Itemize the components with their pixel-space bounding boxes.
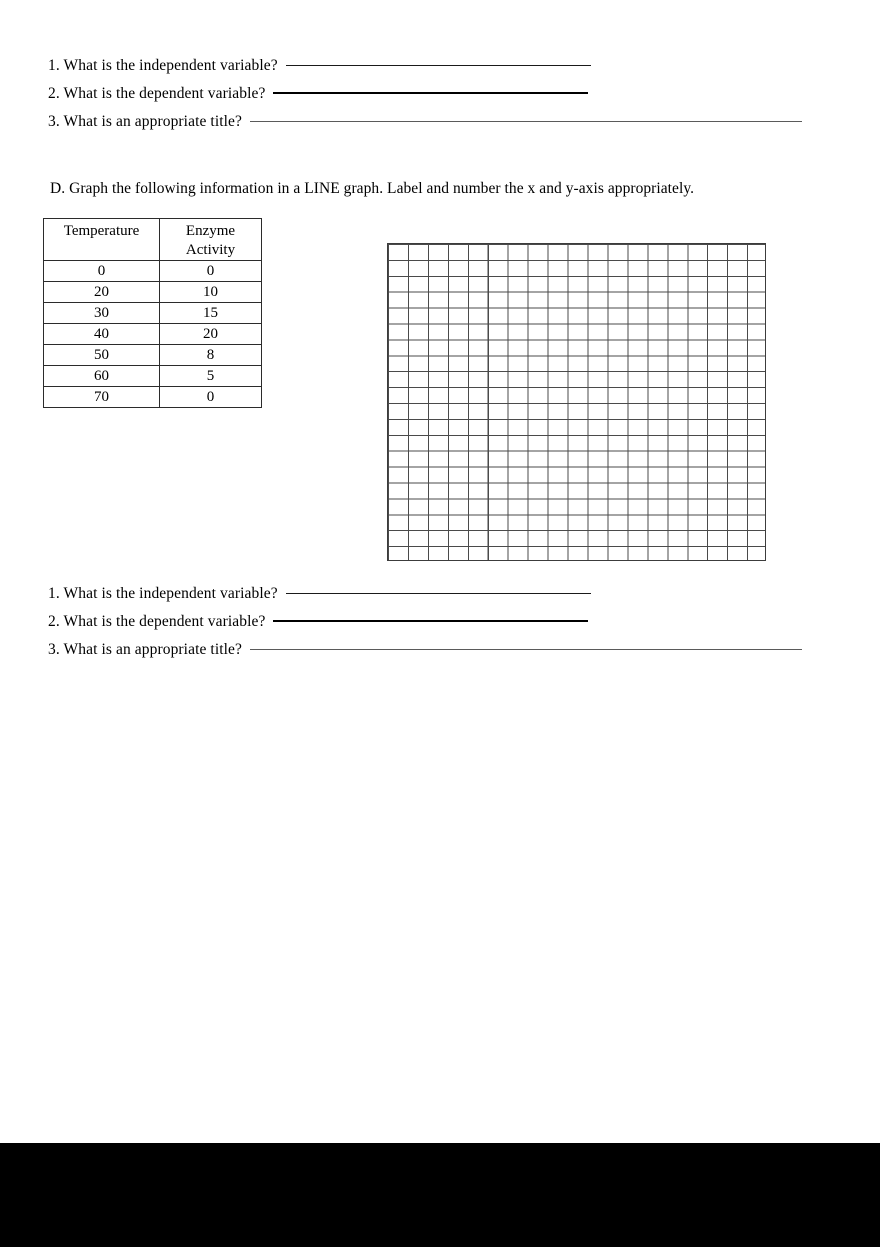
answer-line-1[interactable]: [286, 65, 591, 66]
table-header-row: [44, 219, 262, 261]
table-row: [44, 366, 262, 387]
question-1-text: 1. What is the independent variable?: [48, 585, 278, 602]
answer-line-1[interactable]: [286, 593, 591, 594]
cell-temperature: 70: [44, 387, 160, 408]
cell-temperature: 40: [44, 324, 160, 345]
table-row: [44, 345, 262, 366]
cell-activity: 15: [160, 303, 262, 324]
section-d-instruction: D. Graph the following information in a LINE graph. Label and number the x and y-axis appropriately.: [50, 180, 695, 197]
column-header-enzyme-activity: Enzyme Activity: [160, 219, 262, 261]
cell-activity: 0: [160, 387, 262, 408]
page-bottom-black-band: [0, 1143, 880, 1247]
question-row-1: [48, 52, 848, 80]
cell-temperature: 60: [44, 366, 160, 387]
table-row: [44, 282, 262, 303]
cell-activity: 5: [160, 366, 262, 387]
cell-activity: 10: [160, 282, 262, 303]
column-header-temperature: Temperature: [44, 219, 160, 261]
bottom-question-block: [48, 580, 848, 664]
question-3-text: 3. What is an appropriate title?: [48, 641, 243, 658]
cell-temperature: 0: [44, 261, 160, 282]
table-row: [44, 324, 262, 345]
answer-line-3[interactable]: [250, 649, 802, 650]
table-row: [44, 261, 262, 282]
question-row-3: [48, 108, 848, 136]
cell-temperature: 20: [44, 282, 160, 303]
table-row: [44, 303, 262, 324]
answer-line-3[interactable]: [250, 121, 802, 122]
data-table: [43, 218, 262, 408]
question-row-1: [48, 580, 848, 608]
blank-graph-grid[interactable]: [387, 243, 766, 561]
question-row-2: [48, 608, 848, 636]
question-3-text: 3. What is an appropriate title?: [48, 113, 243, 130]
question-1-text: 1. What is the independent variable?: [48, 57, 278, 74]
answer-line-2[interactable]: [273, 620, 588, 622]
cell-activity: 8: [160, 345, 262, 366]
answer-line-2[interactable]: [273, 92, 588, 94]
cell-temperature: 50: [44, 345, 160, 366]
top-question-block: [48, 52, 848, 136]
question-row-2: [48, 80, 848, 108]
table-row: [44, 387, 262, 408]
cell-activity: 0: [160, 261, 262, 282]
cell-activity: 20: [160, 324, 262, 345]
cell-temperature: 30: [44, 303, 160, 324]
question-2-text: 2. What is the dependent variable?: [48, 85, 266, 102]
question-2-text: 2. What is the dependent variable?: [48, 613, 266, 630]
question-row-3: [48, 636, 848, 664]
